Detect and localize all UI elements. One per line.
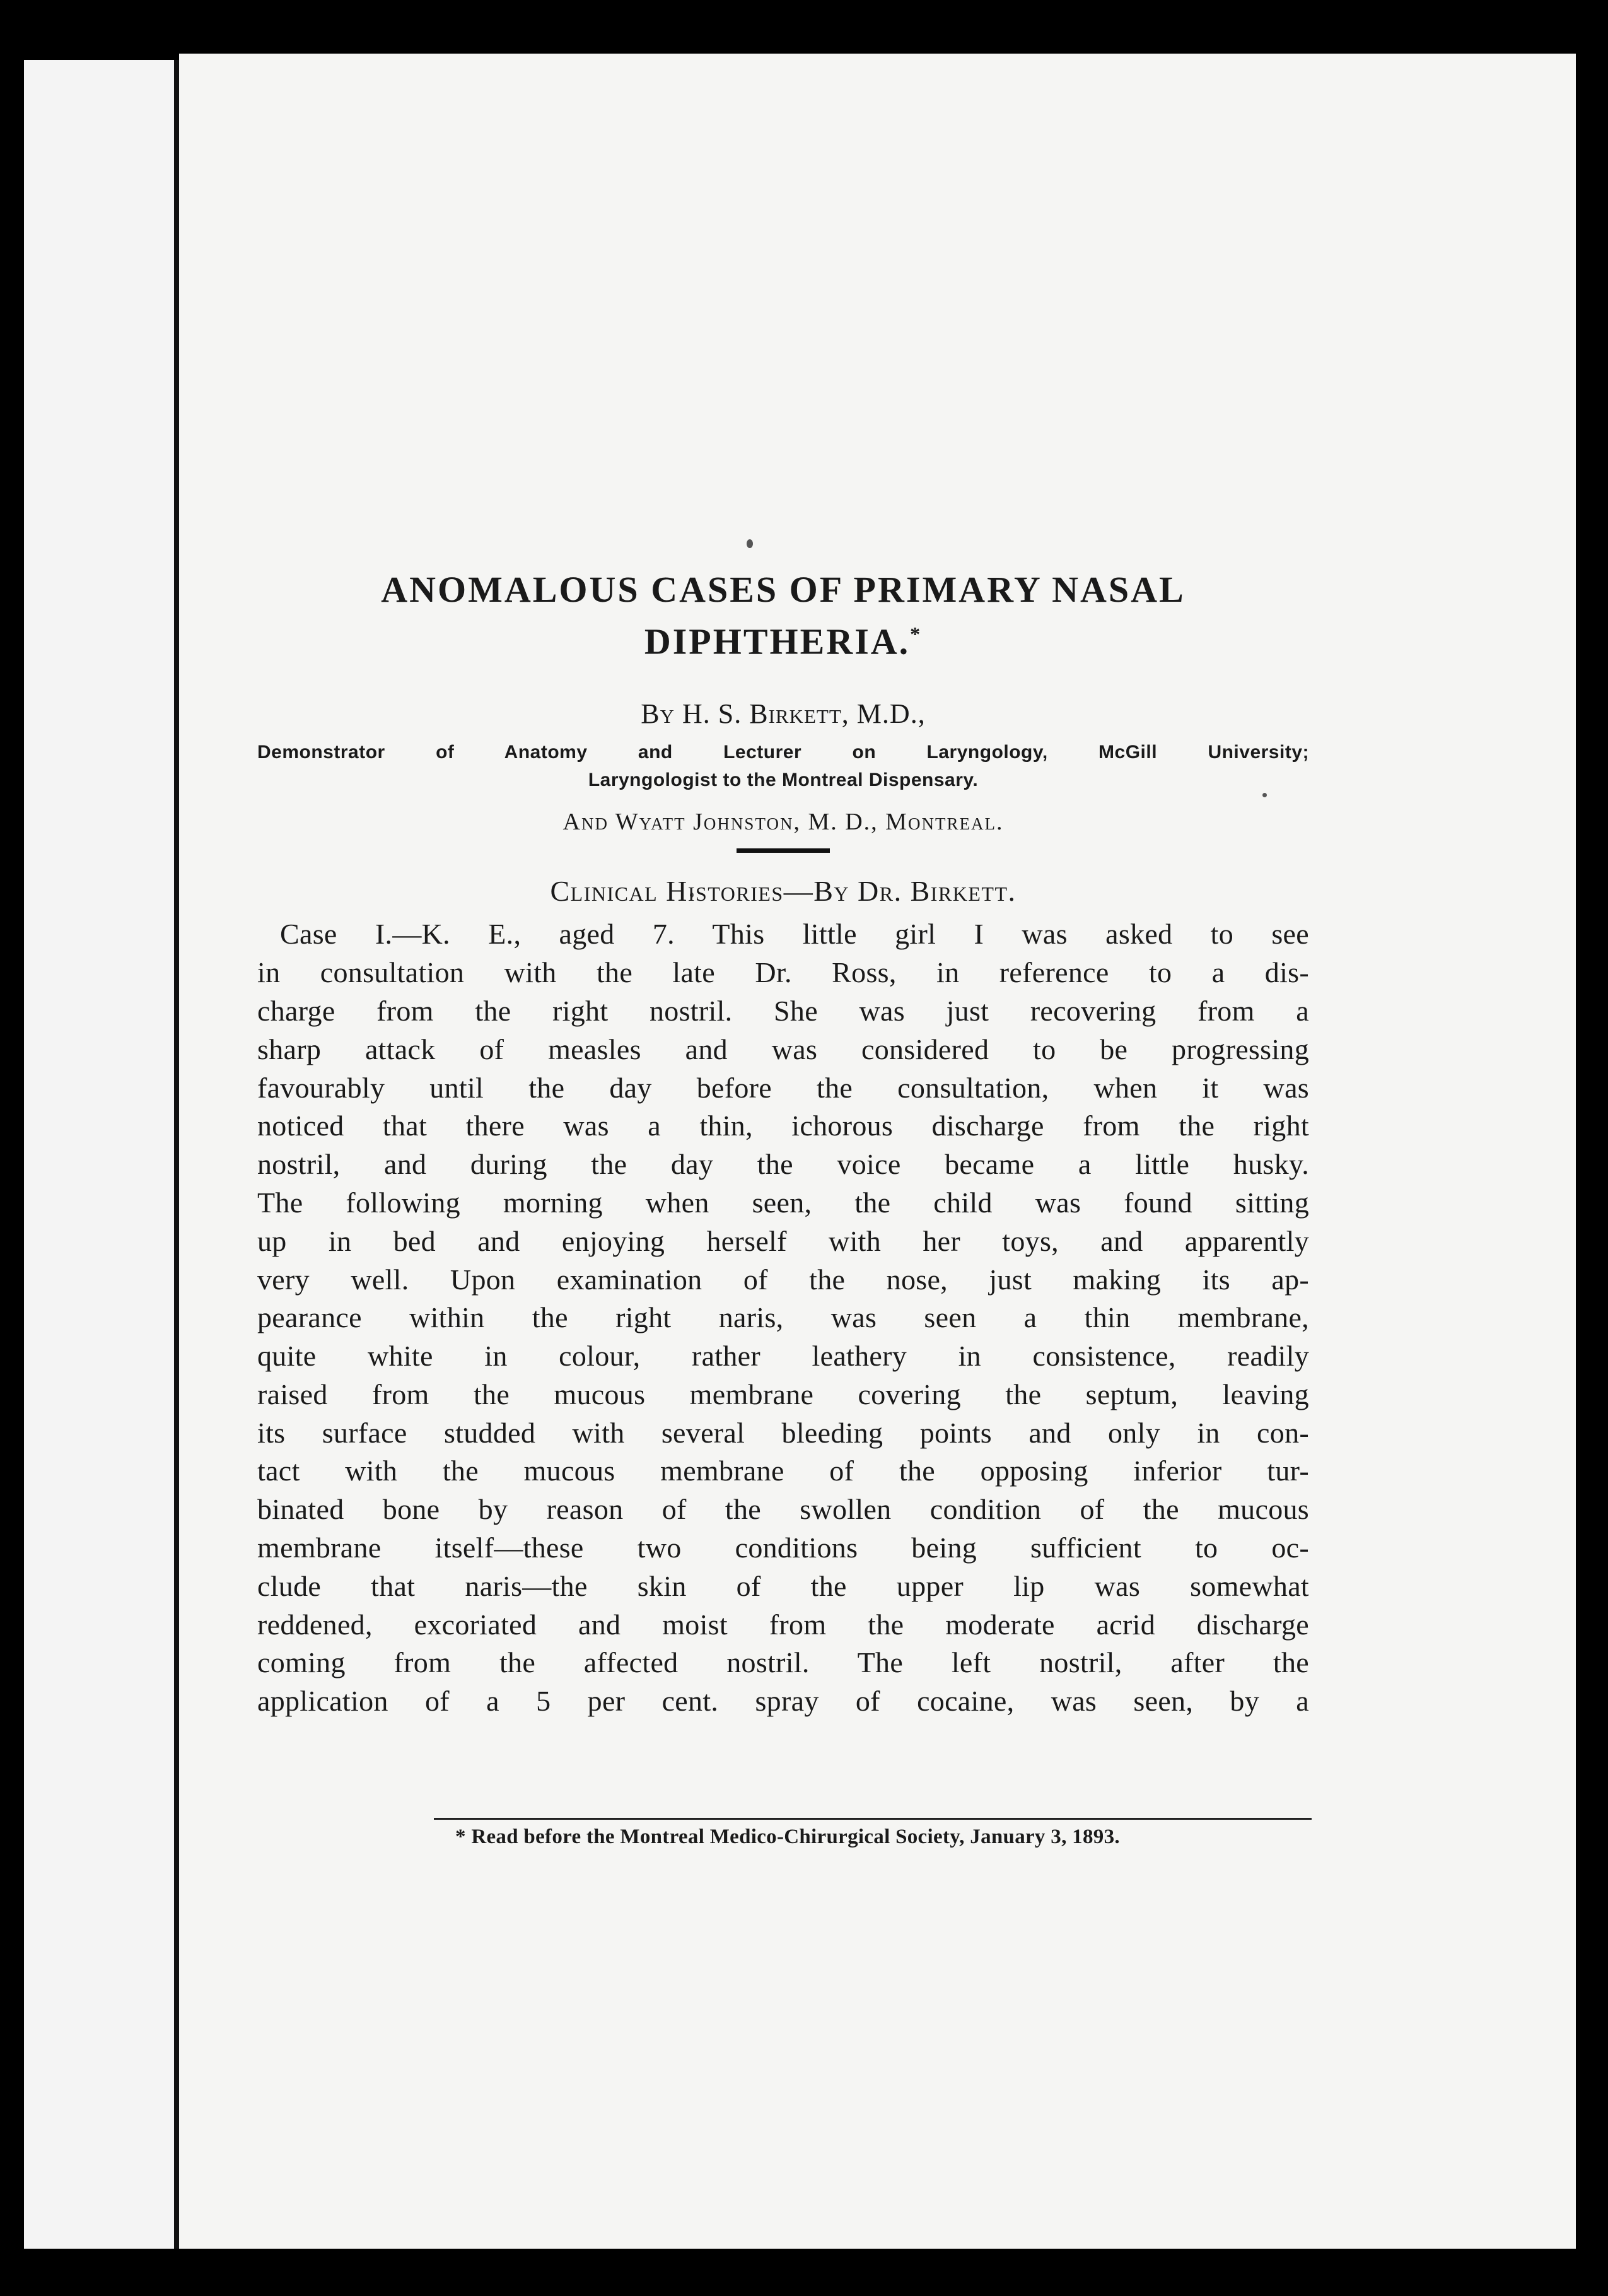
title-footnote-mark: * <box>910 623 923 645</box>
body-line: charge from the right nostril. She was just recovering from a <box>257 994 1309 1027</box>
coauthor-line: And Wyatt Johnston, M. D., Montreal. <box>562 809 1004 836</box>
section-heading: Clinical Histories—By Dr. Birkett. <box>550 875 1017 908</box>
title-line-2: DIPHTHERIA. <box>644 621 911 662</box>
article <box>257 568 1309 1721</box>
article-title <box>257 568 1309 664</box>
body-line: sharp attack of measles and was considered to be progressing <box>257 1033 1309 1065</box>
body-line: quite white in colour, rather leathery in consistence, readily <box>257 1340 1309 1373</box>
body-line: noticed that there was a thin, ichorous discharge from the right <box>257 1110 1309 1142</box>
section-rule <box>737 848 830 853</box>
body-line: favourably until the day before the consultation, when it was <box>257 1071 1309 1104</box>
scan-speck <box>747 539 753 548</box>
author-affiliation <box>257 739 1309 794</box>
body-line: raised from the mucous membrane covering the septum, leaving <box>257 1378 1309 1410</box>
author-byline: By H. S. Birkett, M.D., <box>641 698 926 730</box>
affiliation-line-1: Demonstrator of Anatomy and Lecturer on Laryngology, McGill University; <box>257 742 1309 763</box>
footnote-rule <box>434 1818 1312 1820</box>
body-line: coming from the affected nostril. The left nostril, after the <box>257 1646 1309 1679</box>
body-line: The following morning when seen, the child was found sitting <box>257 1186 1309 1219</box>
page-gutter <box>174 60 179 2249</box>
body-line: clude that naris—the skin of the upper lip was somewhat <box>257 1569 1309 1602</box>
facing-page-edge <box>24 60 174 2249</box>
body-line: very well. Upon examination of the nose, just making its ap- <box>257 1263 1309 1296</box>
affiliation-line-2: Laryngologist to the Montreal Dispensary. <box>588 770 979 791</box>
footnote: * Read before the Montreal Medico-Chirurgical Society, January 3, 1893. <box>455 1825 1120 1848</box>
body-line: its surface studded with several bleeding points and only in con- <box>257 1416 1309 1449</box>
body-line: Case I.—K. E., aged 7. This little girl I was asked to see <box>280 918 1309 951</box>
body-line: in consultation with the late Dr. Ross, in reference to a dis- <box>257 956 1309 989</box>
body-line: application of a 5 per cent. spray of cocaine, was seen, by a <box>257 1685 1309 1718</box>
body-line: binated bone by reason of the swollen condition of the mucous <box>257 1493 1309 1526</box>
body-line: pearance within the right naris, was seen a thin membrane, <box>257 1301 1309 1334</box>
body-line: tact with the mucous membrane of the opposing inferior tur- <box>257 1455 1309 1487</box>
body-line: membrane itself—these two conditions being sufficient to oc- <box>257 1532 1309 1564</box>
body-line: nostril, and during the day the voice became a little husky. <box>257 1148 1309 1181</box>
body-line: reddened, excoriated and moist from the moderate acrid discharge <box>257 1608 1309 1641</box>
article-body <box>257 915 1309 1721</box>
title-line-1: ANOMALOUS CASES OF PRIMARY NASAL <box>381 569 1186 610</box>
body-line: up in bed and enjoying herself with her toys, and apparently <box>257 1224 1309 1257</box>
scan-border-right <box>1576 38 1608 2296</box>
